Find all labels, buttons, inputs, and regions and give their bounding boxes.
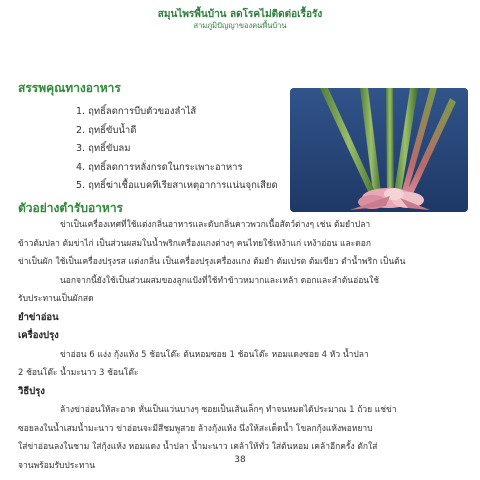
paragraph-line: ข้าวต้มปลา ต้มข่าไก่ เป็นส่วนผสมในน้ำพริกเครื่องแกงต่างๆ คนไทยใช้เหง้าแก่ เหง้าอ่อน และดอก — [18, 238, 372, 249]
paragraph-line: รับประทานเป็นผักสด — [18, 294, 94, 304]
ingredients-line: 2 ช้อนโต๊ะ น้ำมะนาว 3 ช้อนโต๊ะ — [18, 368, 139, 378]
list-item: 3. ฤทธิ์ขับลม — [76, 143, 131, 154]
ingredients-heading: เครื่องปรุง — [18, 330, 59, 341]
ingredients-line: ข่าอ่อน 6 แง่ง กุ้งแห้ง 5 ช้อนโต๊ะ ต้นหอมซอย 1 ช้อนโต๊ะ หอมแดงซอย 4 หัว น้ำปลา — [60, 349, 369, 360]
paragraph-line: ข่าเป็นผัก ใช้เป็นเครื่องปรุงรส แต่งกลิ่น เป็นเครื่องปรุงเครื่องแกง ต้มยำ ต้มเปรต ต้มเขียว ตำน้ำพริก เป็นต้น — [18, 257, 406, 267]
properties-heading: สรรพคุณทางอาหาร — [18, 81, 121, 95]
properties-list — [76, 103, 278, 196]
header-title: สมุนไพรพื้นบ้าน ลดโรคไม่ติดต่อเรื้อรัง — [157, 9, 323, 20]
method-heading: วิธีปรุง — [18, 385, 45, 397]
page-header — [0, 8, 480, 31]
method-line: ซอยลงในน้ำเสมน้ำมะนาว ข่าอ่อนจะมีสีชมพูสวย ล้างกุ้งแห้ง นึ่งให้สะเด็ดน้ำ โขลกกุ้งแห้งพอหยาบ — [18, 423, 373, 434]
list-item: 1. ฤทธิ์ลดการบีบตัวของลำไส้ — [76, 106, 197, 117]
recipe-name: ยำข่าอ่อน — [18, 311, 59, 323]
galangal-photo — [290, 88, 468, 212]
paragraph-line: ข่าเป็นเครื่องเทศที่ใช้แต่งกลิ่นอาหารและดับกลิ่นคาวพวกเนื้อสัตว์ต่างๆ เช่น ต้มยำปลา — [60, 220, 371, 230]
list-item: 5. ฤทธิ์ฆ่าเชื้อแบคทีเรียสาเหตุอาการแน่นจุกเสียด — [76, 180, 278, 191]
page-number: 38 — [234, 455, 246, 465]
paragraph-line: นอกจากนี้ยังใช้เป็นส่วนผสมของลูกแป้งที่ใช้ทำข้าวหมากและเหล้า ดอกและลำต้นอ่อนใช้ — [60, 275, 380, 286]
examples-body — [18, 216, 464, 475]
method-line: จานพร้อมรับประทาน — [18, 460, 96, 471]
method-line: ใส่ข่าอ่อนลงในชาม ใส่กุ้งแห้ง หอมแดง น้ำปลา น้ำมะนาว เคล้าให้ทั่ว ใส่ต้นหอม เคล้าอีกครั้ง ตักใส่ — [18, 442, 378, 452]
list-item: 4. ฤทธิ์ลดการหลั่งกรดในกระเพาะอาหาร — [76, 161, 243, 173]
galangal-plant-image — [290, 88, 468, 212]
list-item: 2. ฤทธิ์ขับน้ำดี — [76, 124, 137, 136]
method-line: ล้างข่าอ่อนให้สะอาด หั่นเป็นแว่นบางๆ ซอยเป็นเส้นเล็กๆ ทำจนหมดได้ประมาณ 1 ถ้วย แช่ข่า — [60, 405, 397, 415]
examples-heading: ตัวอย่างตำรับอาหาร — [18, 201, 123, 215]
header-subtitle: สามภูมิปัญญาของคนพื้นบ้าน — [193, 21, 287, 30]
